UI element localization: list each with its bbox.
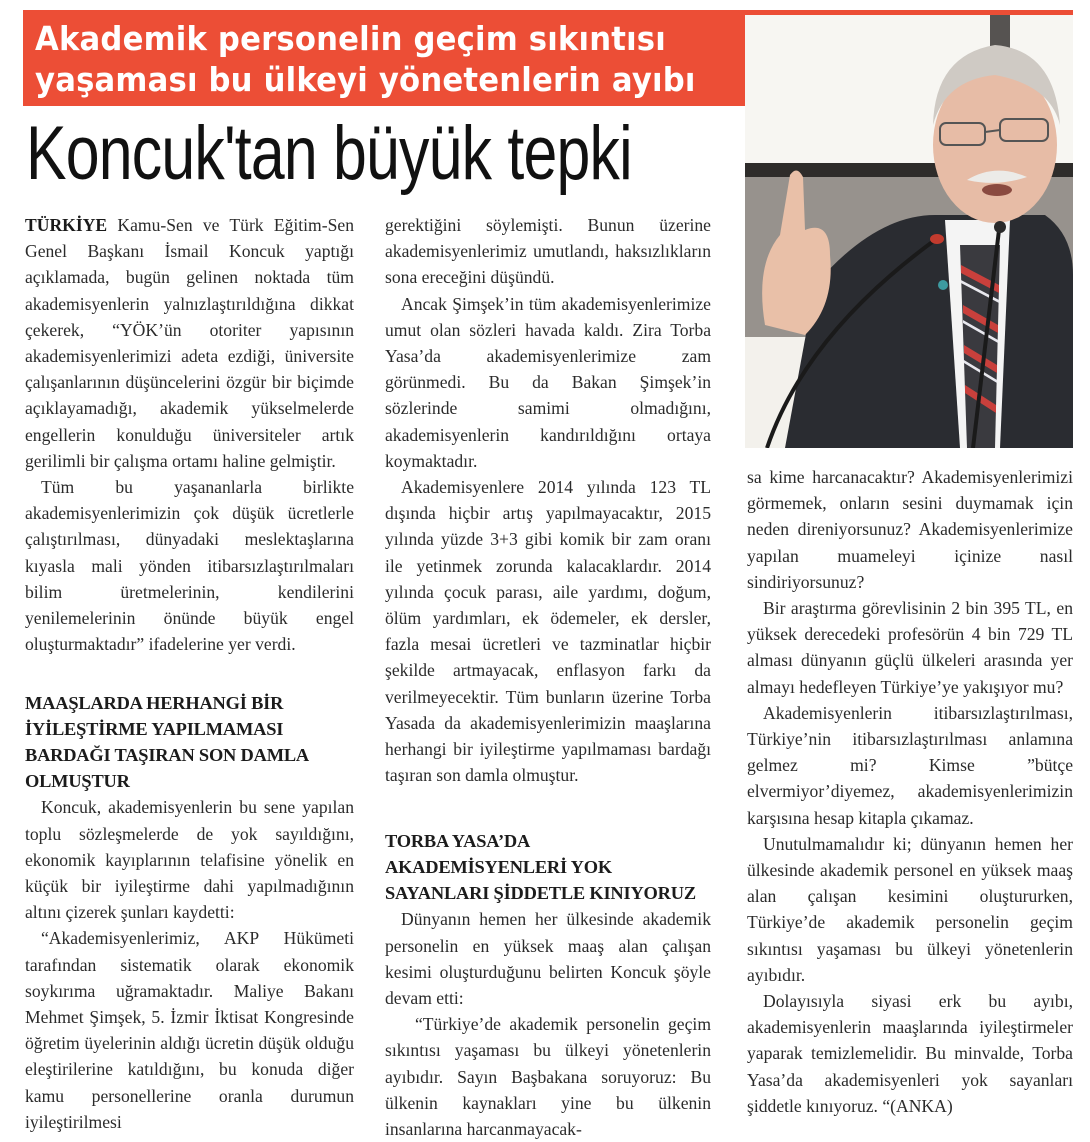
kicker-banner — [23, 10, 745, 106]
article-column-2 — [385, 212, 711, 1142]
paragraph: TÜRKİYE Kamu-Sen ve Türk Eğitim-Sen Genel Başkanı İsmail Koncuk yaptığı açıklamada, bugün gelinen noktada tüm akademisyenlerin yalnızlaştırıldığına dikkat çekerek, “YÖK’ün otoriter yapısının akademisyenlerimizi adeta ezdiği, üniversite çalışanlarının düşüncelerini özgür bir biçimde açıklayamadığı, akademik yükselmelerde engellerin konulduğu üniversiteler artık gerilimli bir çalışma ortamı haline gelmiştir. — [25, 215, 354, 471]
paragraph: Akademisyenlere 2014 yılında 123 TL dışında hiçbir artış yapılmayacaktır, 2015 yılında yüzde 3+3 gibi komik bir zam oranı ile yetinmek zorunda kalacaklardır. 2014 yılında çocuk parası, aile yardımı, doğum, ölüm yardımları, ek ödemeler, ek dersler, fazla mesai ücretleri ve tazminatlar hiçbir şekilde artmayacak, enflasyon farkı da verilmeyecektir. Tüm bunların üzerine Torba Yasada da akademisyenlerimizin maaşlarına herhangi bir iyileştirme yapılmaması bardağı taşıran son damla olmuştur. — [385, 477, 711, 786]
subheading: TORBA YASA’DA AKADEMİSYENLERİ YOK SAYANLARI ŞİDDETLE KINIYORUZ — [385, 831, 696, 904]
paragraph: sa kime harcanacaktır? Akademisyenlerimizi görmemek, onların sesini duymamak için neden direniyorsunuz? Akademisyenlerimize yapılan muameleyi içinize nasıl sindiriyorsunuz? — [747, 467, 1073, 592]
kicker-line-2: yaşaması bu ülkeyi yönetenlerin ayıbı — [35, 60, 696, 99]
paragraph: Dolayısıyla siyasi erk bu ayıbı, akademisyenlerin maaşlarında iyileştirmeler yaparak temizlemelidir. Bu minvalde, Torba Yasa’da akademisyenleri yok sayanları şiddetle kınıyoruz. “(ANKA) — [747, 991, 1073, 1116]
paragraph: Unutulmamalıdır ki; dünyanın hemen her ülkesinde akademik personel en yüksek maaş alan çalışan kesimini oluştururken, Türkiye’de akademik personelin geçim sıkıntısı yaşaması bu ülkeyi yönetenlerin ayıbıdır. — [747, 833, 1073, 985]
paragraph: “Türkiye’de akademik personelin geçim sıkıntısı yaşaması bu ülkeyi yönetenlerin ayıbıdır. Sayın Başbakana soruyoruz: Bu ülkenin kaynakları yine bu ülkenin insanlarına harcanmayacak- — [385, 1014, 711, 1140]
article-column-1 — [25, 212, 354, 1135]
paragraph: Bir araştırma görevlisinin 2 bin 395 TL, en yüksek derecedeki profesörün 4 bin 729 TL alması dünyanın güçlü ülkeleri arasında yer almayı hedefleyen Türkiye’ye yakışıyor mu? — [747, 598, 1073, 697]
headline: Koncuk'tan büyük tepki — [26, 111, 632, 196]
paragraph: Koncuk, akademisyenlerin bu sene yapılan toplu sözleşmelerde de yok sayıldığını, ekonomik kayıplarının telafisine yönelik en küçük bir iyileştirme dahi yapılmadığının altını çizerek şunları kaydetti: — [25, 797, 354, 923]
subheading: MAAŞLARDA HERHANGİ BİR İYİLEŞTİRME YAPILMAMASI BARDAĞI TAŞIRAN SON DAMLA OLMUŞTUR — [25, 693, 308, 792]
news-photo — [745, 15, 1073, 448]
paragraph: Ancak Şimşek’in tüm akademisyenlerimize umut olan sözleri havada kaldı. Zira Torba Yasa’da akademisyenlerimize zam görünmedi. Bu da Bakan Şimşek’in sözlerinde samimi olmadığını, akademisyenlerin kandırıldığını ortaya koymaktadır. — [385, 293, 711, 471]
kicker-line-1: Akademik personelin geçim sıkıntısı — [35, 19, 666, 58]
paragraph: Tüm bu yaşananlarla birlikte akademisyenlerimizin çok düşük ücretlerle çalıştırılması, dünyadaki meslektaşlarına kıyasla mali yönden itibarsızlaştırılmaları bilim üretmelerinin, kendilerini yenilemelerinin önünde büyük engel oluşturmaktadır” ifadelerine yer verdi. — [25, 477, 354, 655]
dateline: TÜRKİYE — [25, 215, 108, 235]
article-column-3 — [747, 464, 1073, 1119]
paragraph: Dünyanın hemen her ülkesinde akademik personelin en yüksek maaş alan çalışan kesimi oluşturduğunu belirten Koncuk şöyle devam etti: — [385, 909, 711, 1009]
paragraph: gerektiğini söylemişti. Bunun üzerine akademisyenlerimiz umutlandı, haksızlıkların sona ereceğini düşündü. — [385, 215, 711, 288]
speaker-photo-illustration — [745, 15, 1073, 448]
paragraph: “Akademisyenlerimiz, AKP Hükümeti tarafından sistematik olarak ekonomik soykırıma uğramaktadır. Maliye Bakanı Mehmet Şimşek, 5. İzmir İktisat Kongresinde öğretim üyelerinin aldığı ücretin düşük olduğu eleştirilerine katıldığını, bu konuda diğer kamu personellerine oranla durumun iyileştirilmesi — [25, 928, 354, 1132]
paragraph: Akademisyenlerin itibarsızlaştırılması, Türkiye’nin itibarsızlaştırılması anlamına gelmez mi? Kimse ”bütçe elvermiyor’diyemez, akademisyenlerimizin karşısına hesap kitapla çıkamaz. — [747, 702, 1073, 828]
